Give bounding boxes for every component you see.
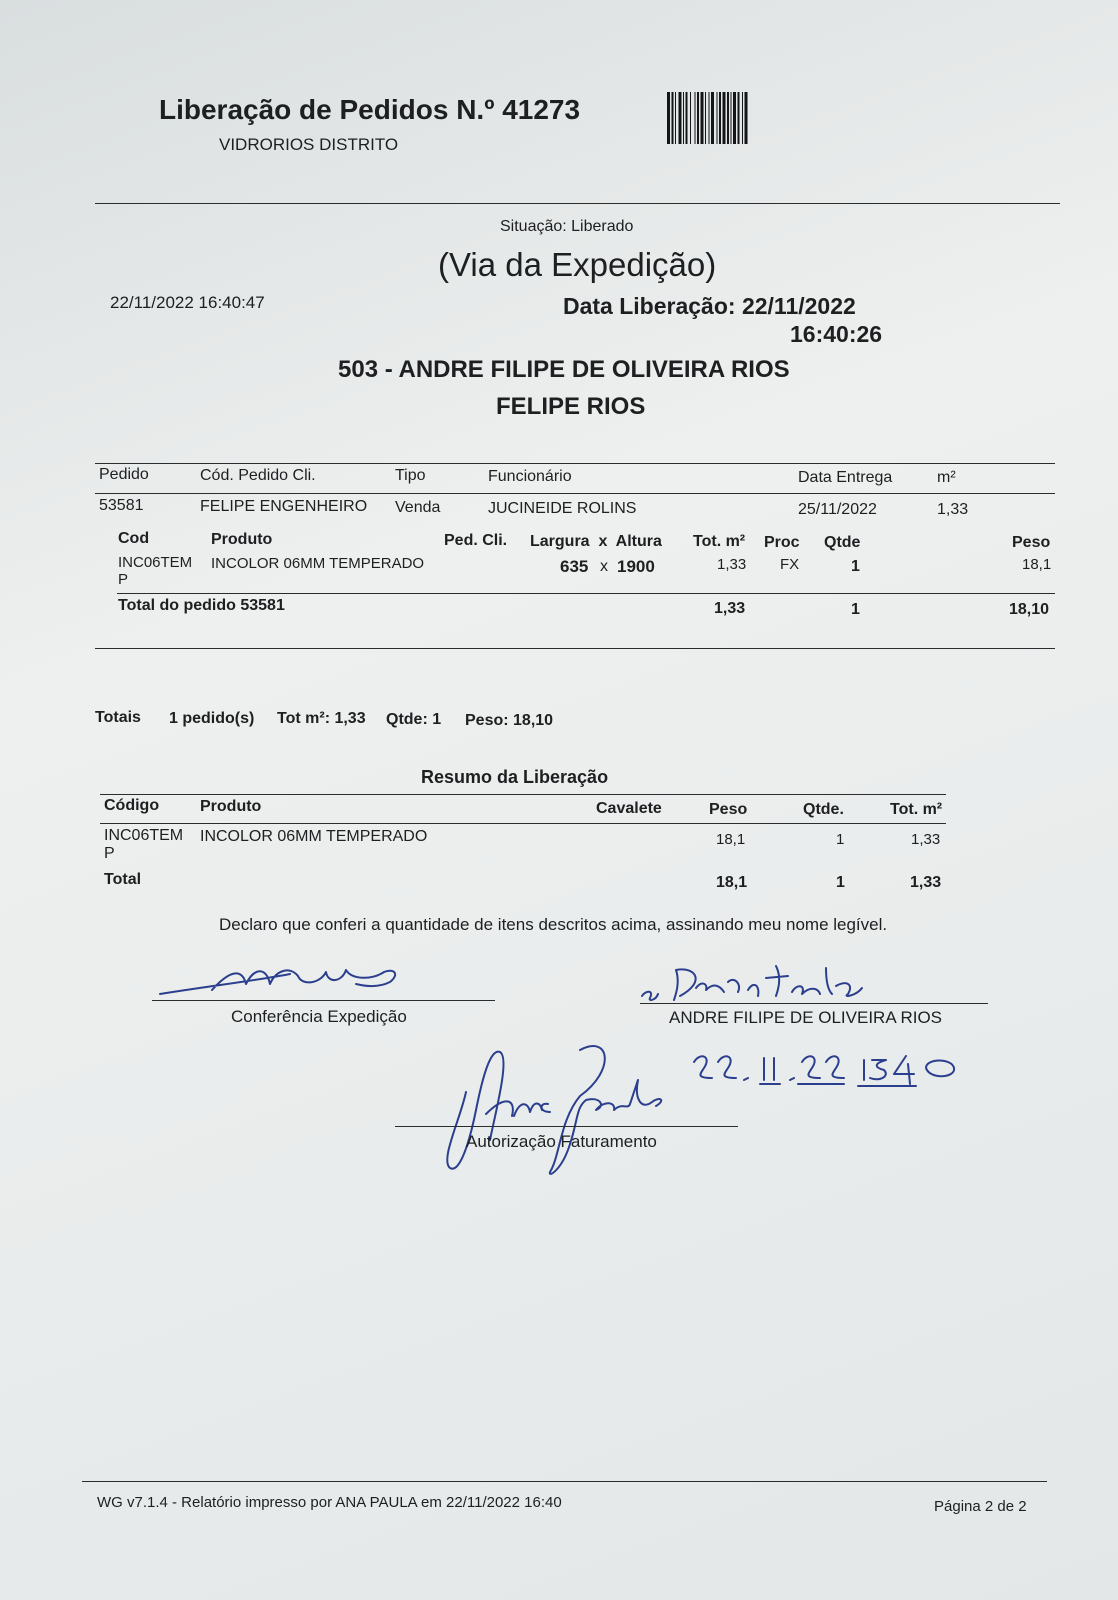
summary-qtde: 1 bbox=[836, 831, 845, 848]
item-proc: FX bbox=[780, 556, 800, 573]
item-tot-m2: 1,33 bbox=[717, 556, 747, 573]
page-title: Liberação de Pedidos N.º 41273 bbox=[159, 94, 581, 125]
col-header-data-entrega: Data Entrega bbox=[798, 469, 893, 486]
summary-peso: 18,1 bbox=[716, 831, 746, 848]
summary-top-border bbox=[100, 794, 946, 795]
conferencia-signature-line bbox=[152, 1000, 495, 1001]
summary-code-line2: P bbox=[104, 845, 115, 862]
totals-tot-m2: Tot m²: 1,33 bbox=[277, 710, 366, 727]
summary-header-border bbox=[100, 823, 946, 824]
handwritten-date bbox=[690, 1050, 980, 1090]
copy-type-title: (Via da Expedição) bbox=[438, 246, 717, 283]
item-header-proc: Proc bbox=[764, 534, 800, 551]
client-name: 503 - ANDRE FILIPE DE OLIVEIRA RIOS bbox=[338, 356, 790, 383]
client-signature-label: ANDRE FILIPE DE OLIVEIRA RIOS bbox=[669, 1008, 943, 1027]
item-code-line1: INC06TEM bbox=[118, 554, 193, 571]
summary-header-tot-m2: Tot. m² bbox=[890, 801, 943, 818]
footer-printed-by: WG v7.1.4 - Relatório impresso por ANA PAULA em 22/11/2022 16:40 bbox=[97, 1494, 562, 1511]
order-table-top-border bbox=[95, 463, 1055, 464]
summary-total-label: Total bbox=[104, 871, 142, 888]
footer-divider bbox=[82, 1481, 1047, 1482]
item-header-peso: Peso bbox=[1012, 534, 1051, 551]
autorizacao-signature-line bbox=[395, 1126, 738, 1127]
col-header-m2: m² bbox=[937, 469, 956, 486]
order-number: 53581 bbox=[99, 497, 144, 514]
item-width: 635 bbox=[560, 557, 589, 576]
order-delivery-date: 25/11/2022 bbox=[798, 501, 877, 518]
client-signature-line bbox=[640, 1003, 988, 1004]
item-peso: 18,1 bbox=[1022, 556, 1052, 573]
col-header-tipo: Tipo bbox=[395, 467, 426, 484]
printed-datetime: 22/11/2022 16:40:47 bbox=[110, 293, 265, 312]
summary-header-peso: Peso bbox=[709, 801, 748, 818]
summary-total-qtde: 1 bbox=[836, 874, 845, 891]
summary-header-codigo: Código bbox=[104, 797, 160, 814]
autorizacao-signature bbox=[430, 1040, 680, 1180]
order-total-label: Total do pedido 53581 bbox=[118, 597, 285, 614]
order-total-m2: 1,33 bbox=[714, 600, 746, 617]
col-header-funcionario: Funcionário bbox=[488, 468, 572, 485]
totals-peso: Peso: 18,10 bbox=[465, 712, 554, 729]
order-m2: 1,33 bbox=[937, 501, 969, 518]
summary-tot-m2: 1,33 bbox=[911, 831, 941, 848]
conferencia-label: Conferência Expedição bbox=[231, 1007, 407, 1026]
item-header-ped-cli: Ped. Cli. bbox=[444, 532, 508, 549]
release-date: Data Liberação: 22/11/2022 bbox=[563, 293, 856, 319]
col-header-cod-pedido-cli: Cód. Pedido Cli. bbox=[200, 467, 316, 484]
item-qtde: 1 bbox=[851, 558, 860, 575]
col-header-pedido: Pedido bbox=[99, 466, 149, 483]
totals-label: Totais bbox=[95, 709, 141, 726]
summary-header-cavalete: Cavalete bbox=[596, 800, 662, 817]
client-signature bbox=[636, 962, 866, 1002]
summary-total-tot-m2: 1,33 bbox=[910, 874, 942, 891]
item-header-cod: Cod bbox=[118, 530, 150, 547]
item-total-border bbox=[117, 593, 1055, 594]
summary-title: Resumo da Liberação bbox=[421, 767, 609, 787]
order-table-bottom-border bbox=[95, 648, 1055, 649]
release-time: 16:40:26 bbox=[790, 321, 883, 347]
totals-qtde: Qtde: 1 bbox=[386, 711, 442, 728]
item-header-tot-m2: Tot. m² bbox=[693, 533, 746, 550]
barcode-image bbox=[667, 92, 839, 144]
item-header-largura-altura: Largura x Altura bbox=[530, 533, 662, 550]
order-client-code: FELIPE ENGENHEIRO bbox=[200, 498, 368, 515]
summary-total-peso: 18,1 bbox=[716, 874, 748, 891]
item-header-produto: Produto bbox=[211, 531, 273, 548]
item-product: INCOLOR 06MM TEMPERADO bbox=[211, 555, 425, 572]
order-type: Venda bbox=[395, 499, 441, 516]
status-text: Situação: Liberado bbox=[500, 218, 634, 235]
item-code-line2: P bbox=[118, 571, 129, 588]
order-total-peso: 18,10 bbox=[1009, 601, 1050, 618]
summary-header-produto: Produto bbox=[200, 798, 262, 815]
client-alias: FELIPE RIOS bbox=[496, 393, 646, 420]
totals-pedidos: 1 pedido(s) bbox=[169, 710, 255, 727]
autorizacao-label: Autorização Faturamento bbox=[466, 1132, 657, 1151]
order-employee: JUCINEIDE ROLINS bbox=[488, 500, 637, 517]
summary-code-line1: INC06TEM bbox=[104, 827, 184, 844]
footer-page-number: Página 2 de 2 bbox=[934, 1498, 1027, 1515]
item-height: 1900 bbox=[617, 557, 655, 576]
summary-header-qtde: Qtde. bbox=[803, 801, 844, 818]
summary-product: INCOLOR 06MM TEMPERADO bbox=[200, 828, 428, 845]
company-name: VIDRORIOS DISTRITO bbox=[219, 135, 399, 154]
item-dimension-separator: x bbox=[600, 558, 608, 575]
order-table-header-border bbox=[95, 493, 1055, 494]
item-header-qtde: Qtde bbox=[824, 534, 861, 551]
declaration-text: Declaro que conferi a quantidade de itens descritos acima, assinando meu nome legível. bbox=[219, 915, 888, 934]
conferencia-signature bbox=[150, 960, 410, 1000]
header-divider bbox=[95, 203, 1060, 204]
order-total-qtde: 1 bbox=[851, 601, 860, 618]
